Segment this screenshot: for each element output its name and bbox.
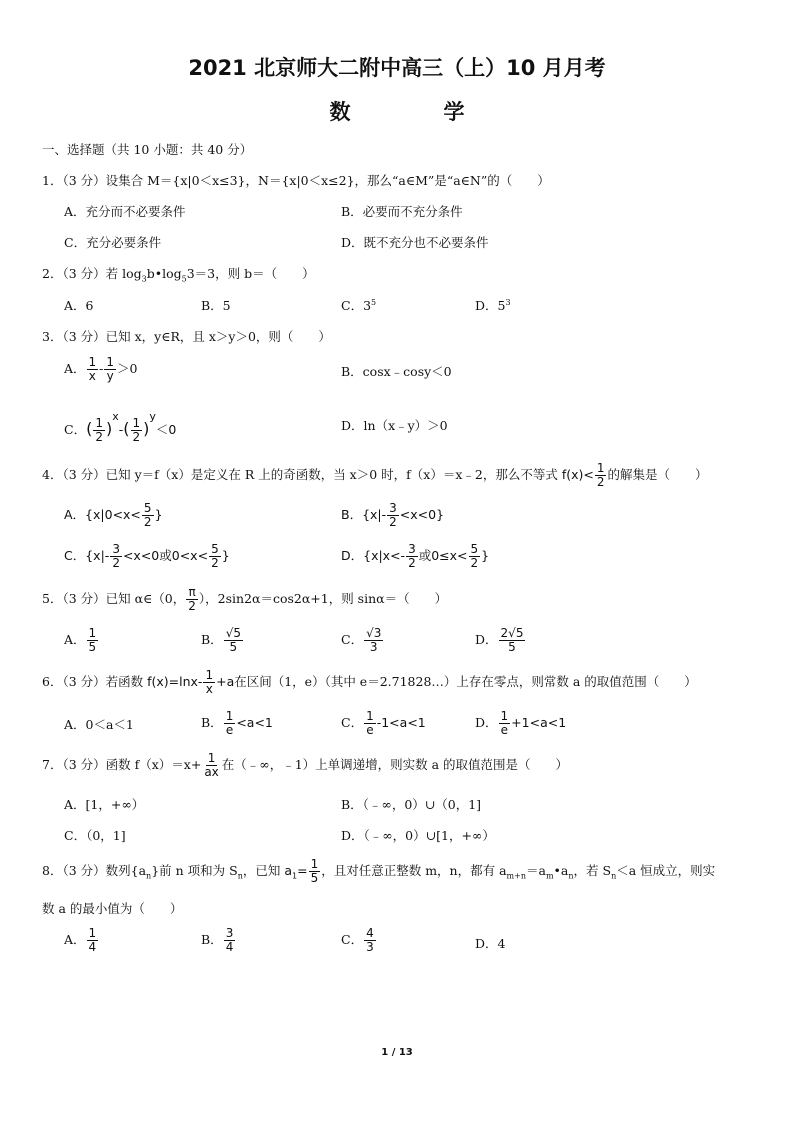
- q5-a-label: A．: [64, 632, 86, 647]
- paren: (: [123, 419, 130, 438]
- q8-stem-e: ＝a: [526, 863, 546, 878]
- q8-c-label: C．: [341, 932, 364, 947]
- q3-c-frac-2: [131, 417, 143, 444]
- sub-n: n: [237, 871, 243, 881]
- q5-c-label: C．: [341, 632, 364, 647]
- paren: (: [86, 419, 93, 438]
- q2-option-b: B．5: [201, 298, 231, 313]
- q8-stem-h: ＜a 恒成立，则实: [616, 863, 716, 878]
- q8-b-frac: [224, 927, 236, 954]
- question-4: [42, 462, 708, 489]
- numerator: 1: [95, 416, 103, 430]
- q2-sub-5: 5: [181, 274, 187, 284]
- q6-option-a: A．0＜a＜1: [64, 717, 134, 732]
- sub-m: m: [545, 871, 554, 881]
- q3-c-label: C．: [64, 422, 87, 437]
- q4-option-b: [341, 502, 444, 529]
- numerator: 1: [500, 709, 509, 723]
- q3-option-c: [64, 410, 176, 444]
- q4-option-d: [341, 543, 489, 570]
- q8-stem-f: •a: [553, 863, 569, 878]
- denominator: y: [106, 369, 114, 383]
- q4-d-frac-2: [469, 543, 481, 570]
- sub-n: n: [146, 871, 152, 881]
- q5-option-b: [201, 627, 244, 654]
- question-8-line-2: 数 a 的最小值为（ ）: [42, 901, 183, 916]
- q6-stem-a: 6．（3 分）若函数: [42, 674, 148, 689]
- q6-frac: [203, 669, 215, 696]
- q1-option-c: C．充分必要条件: [64, 235, 162, 250]
- subject-title: 数 学: [329, 100, 501, 124]
- q4-c-mid: <x<0或0<x<: [122, 548, 209, 563]
- numerator: π: [188, 585, 196, 599]
- numerator: 3: [408, 542, 416, 556]
- q3-c-minus: -: [118, 422, 124, 437]
- q1-stem: 1．（3 分）设集合: [42, 173, 148, 188]
- q4-b-text: B．{x|-: [341, 507, 387, 522]
- q2-stem-a: 2．（3 分）若 log: [42, 266, 142, 281]
- q5-stem-a: 5．（3 分）已知 α∈（0，: [42, 591, 186, 606]
- denominator: 2: [596, 475, 605, 489]
- q1-option-b: B．必要而不充分条件: [341, 204, 463, 219]
- denominator: 5: [88, 640, 97, 654]
- numerator: 5: [211, 542, 219, 556]
- q8-a1: a: [284, 863, 293, 878]
- denominator: 2: [95, 430, 103, 444]
- q3-a-tail: ＞0: [117, 361, 138, 376]
- numerator: 5: [143, 501, 152, 515]
- question-1: [42, 171, 550, 189]
- q3-option-a: [64, 356, 138, 383]
- q4-c-frac-1: [110, 543, 122, 570]
- sub-n: n: [568, 871, 574, 881]
- denominator: 2: [132, 430, 141, 444]
- q4-d-close: }: [481, 548, 490, 563]
- q3-c-tail: ＜0: [155, 422, 177, 437]
- q7-frac: [202, 752, 220, 779]
- q4-b-tail: <x<0}: [399, 507, 445, 522]
- numerator: 5: [470, 542, 479, 556]
- q5-d-label: D．: [475, 632, 498, 647]
- denominator: e: [366, 723, 374, 737]
- page-indicator: 1 / 13: [381, 1047, 413, 1058]
- q2-d-base: D．5: [475, 298, 506, 313]
- q4-frac-half: [595, 462, 607, 489]
- q4-d-text: D．{x|x<-: [341, 548, 406, 563]
- numerator: 1: [596, 461, 605, 475]
- q6-d-label: D．: [475, 715, 498, 730]
- q6-d-tail: +1<a<1: [511, 715, 567, 730]
- numerator: 1: [310, 857, 319, 871]
- denominator: x: [205, 682, 213, 696]
- q4-option-c: [64, 543, 230, 570]
- q8-option-d: D．4: [475, 936, 506, 951]
- denominator: 2: [408, 556, 416, 570]
- numerator: 3: [112, 542, 120, 556]
- q2-option-a: A．6: [64, 298, 94, 313]
- q8-option-c: [341, 927, 377, 954]
- q3-a-frac-2: [104, 356, 116, 383]
- sub-1: 1: [292, 871, 298, 881]
- q4-option-a: [64, 502, 163, 529]
- numerator: 1: [132, 416, 141, 430]
- numerator: 1: [88, 626, 97, 640]
- q8-stem-a: 8．（3 分）数列{a: [42, 863, 147, 878]
- sub-n: n: [611, 871, 617, 881]
- numerator: 1: [205, 668, 214, 682]
- numerator: 4: [366, 926, 374, 940]
- q4-c-frac-2: [209, 543, 221, 570]
- numerator: 1: [106, 355, 115, 369]
- q6-c-label: C．: [341, 715, 364, 730]
- q5-a-frac: [87, 627, 99, 654]
- q7-option-b: B．（﹣∞，0）∪（0，1]: [341, 797, 482, 812]
- q4-a-frac: [142, 502, 154, 529]
- denominator: 2: [188, 599, 196, 613]
- denominator: 2: [470, 556, 479, 570]
- q3-a-minus: -: [99, 361, 104, 376]
- q6-plus-a: +a: [216, 674, 235, 689]
- denominator: 4: [88, 940, 97, 954]
- q1-option-a: A．充分而不必要条件: [64, 204, 186, 219]
- q4-d-mid: 或0≤x<: [418, 548, 468, 563]
- paren: ): [143, 419, 150, 438]
- q6-b-frac: [224, 710, 236, 737]
- q5-option-a: [64, 627, 99, 654]
- q4-stem-b: 的解集是（ ）: [607, 467, 708, 482]
- q1-stem-math: M＝{x|0＜x≤3}，N＝{x|0＜x≤2}，那么“a∈M”是“a∈N”的（ ）: [147, 173, 550, 188]
- q6-option-c: [341, 710, 426, 737]
- q2-d-exp: 3: [505, 297, 511, 307]
- q8-stem-c: ，已知: [242, 863, 285, 878]
- denominator: 2: [389, 515, 397, 529]
- numerator: 1: [88, 355, 97, 369]
- q2-option-d: [475, 296, 511, 314]
- q8-option-a: [64, 927, 99, 954]
- q6-b-tail: <a<1: [236, 715, 273, 730]
- q3-c-frac-1: [93, 417, 105, 444]
- question-7: [42, 752, 568, 779]
- q4-c-close: }: [221, 548, 230, 563]
- q4-b-frac: [387, 502, 399, 529]
- q8-option-b: [201, 927, 236, 954]
- q8-a-frac: [87, 927, 99, 954]
- denominator: 4: [225, 940, 234, 954]
- numerator: 1: [366, 709, 374, 723]
- denominator: 5: [229, 640, 238, 654]
- q6-b-label: B．: [201, 715, 223, 730]
- q8-stem-b: }前 n 项和为 S: [151, 863, 238, 878]
- q3-c-exp-y: y: [149, 410, 156, 423]
- q4-stem-a: 4．（3 分）已知 y＝f（x）是定义在 R 上的奇函数，当 x＞0 时，f（x）＝x﹣2，那么不等式: [42, 467, 562, 482]
- q3-a-label: A．: [64, 361, 86, 376]
- q5-stem-b: ），2sin2α＝cos2α+1，则 sinα＝（ ）: [198, 591, 448, 606]
- section-heading: 一、选择题（共 10 小题：共 40 分）: [42, 142, 253, 157]
- q2-c-base: C．3: [341, 298, 372, 313]
- q3-option-d: D．ln（x﹣y）＞0: [341, 418, 448, 433]
- question-5: [42, 586, 447, 613]
- q4-a-text: A．{x|0<x<: [64, 507, 141, 522]
- q6-stem-b: 在区间（1，e）（其中 e＝2.71828…）上存在零点，则常数 a 的取值范围（ ）: [234, 674, 697, 689]
- q8-stem-g: ，若 S: [573, 863, 612, 878]
- q5-b-frac: [224, 627, 243, 654]
- q5-option-c: [341, 627, 384, 654]
- denominator: 3: [369, 640, 378, 654]
- q8-c-frac: [364, 927, 376, 954]
- q4-fx: f(x)<: [561, 467, 594, 482]
- q5-frac-pi: [186, 586, 198, 613]
- paren: ): [105, 419, 113, 438]
- q7-option-c: C．（0，1]: [64, 828, 126, 843]
- denominator: e: [500, 723, 509, 737]
- denominator: 2: [112, 556, 120, 570]
- q3-c-exp-x: x: [112, 410, 119, 423]
- q5-c-frac: [364, 627, 383, 654]
- q2-stem-b: b•log: [146, 266, 182, 281]
- denominator: e: [225, 723, 234, 737]
- q7-option-d: D．（﹣∞，0）∪[1，+∞）: [341, 828, 495, 843]
- question-6: [42, 669, 697, 696]
- q4-d-frac-1: [406, 543, 418, 570]
- denominator: 5: [508, 640, 516, 654]
- q2-option-c: [341, 296, 376, 314]
- q8-b-label: B．: [201, 932, 223, 947]
- q6-option-b: [201, 710, 273, 737]
- q8-eq: =: [297, 863, 308, 878]
- q7-stem-b: 在（﹣∞，﹣1）上单调递增，则实数 a 的取值范围是（ ）: [221, 757, 569, 772]
- numerator: 1: [207, 751, 216, 765]
- q8-a-label: A．: [64, 932, 86, 947]
- q5-option-d: [475, 627, 526, 654]
- q6-c-frac: [364, 710, 376, 737]
- q2-sub-3: 3: [141, 274, 147, 284]
- denominator: x: [88, 369, 96, 383]
- question-2: [42, 264, 315, 284]
- q5-d-frac: [499, 627, 526, 654]
- q6-fx: f(x)=lnx-: [147, 674, 203, 689]
- denominator: ax: [204, 765, 219, 779]
- q3-a-frac-1: [87, 356, 99, 383]
- question-3: 3．（3 分）已知 x，y∈R，且 x＞y＞0，则（ ）: [42, 329, 331, 344]
- q7-stem-a: 7．（3 分）函数 f（x）＝x+: [42, 757, 202, 772]
- page-title: 2021 北京师大二附中高三（上）10 月月考: [188, 56, 606, 80]
- denominator: 2: [211, 556, 219, 570]
- numerator: √3: [366, 626, 382, 640]
- q6-d-frac: [499, 710, 511, 737]
- numerator: 3: [389, 501, 397, 515]
- q2-c-exp: 5: [371, 297, 377, 307]
- numerator: 1: [225, 709, 234, 723]
- q8-stem-d: ，且对任意正整数 m，n，都有 a: [321, 863, 507, 878]
- denominator: 5: [310, 871, 319, 885]
- numerator: √5: [225, 626, 241, 640]
- q3-option-b: B．cosx﹣cosy＜0: [341, 364, 452, 379]
- q8-frac-a1: [309, 858, 321, 885]
- denominator: 3: [366, 940, 374, 954]
- q6-option-d: [475, 710, 566, 737]
- sub-mn: m+n: [506, 871, 526, 881]
- question-8: [42, 858, 715, 885]
- q4-c-text: C．{x|-: [64, 548, 110, 563]
- numerator: 1: [88, 926, 97, 940]
- q1-option-d: D．既不充分也不必要条件: [341, 235, 489, 250]
- q5-b-label: B．: [201, 632, 223, 647]
- q6-c-tail: -1<a<1: [376, 715, 426, 730]
- q7-option-a: A．[1，+∞）: [64, 797, 145, 812]
- denominator: 2: [143, 515, 152, 529]
- q2-stem-c: 3＝3，则 b＝（ ）: [186, 266, 315, 281]
- numerator: 2√5: [500, 626, 524, 640]
- q4-a-close: }: [154, 507, 163, 522]
- numerator: 3: [225, 926, 234, 940]
